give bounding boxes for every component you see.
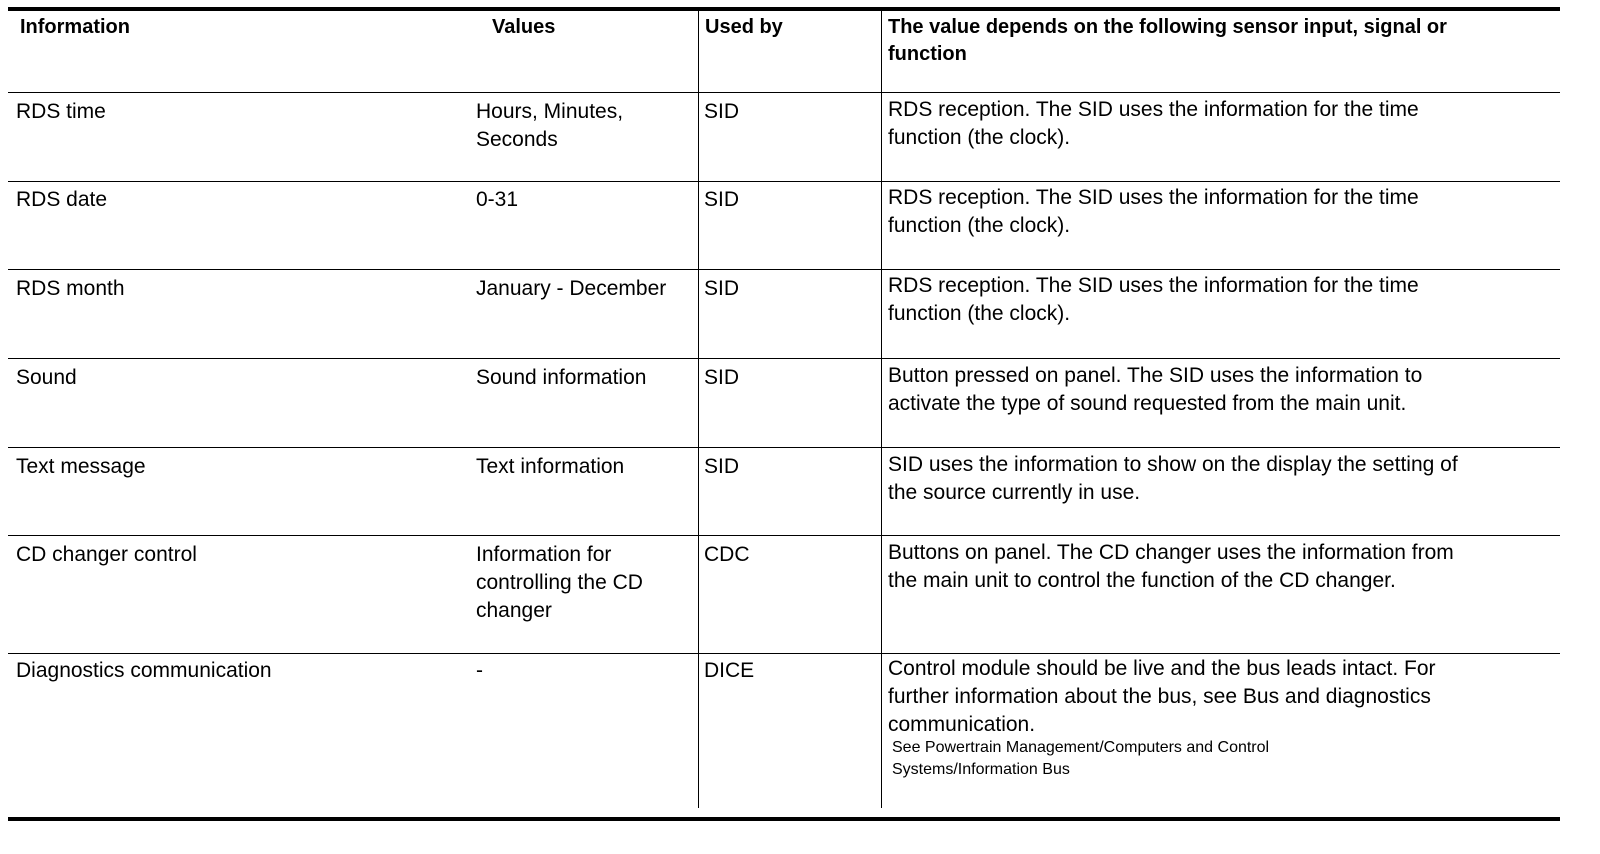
- table-cell-note: See Powertrain Management/Computers and Control Systems/Information Bus: [892, 739, 1270, 778]
- table-cell-values: 0-31: [476, 188, 519, 211]
- row-divider: [8, 535, 1560, 536]
- table-cell-depends: Control module should be live and the bus leads intact. For further information about the bus, see Bus and diagnostics communication.: [888, 657, 1436, 736]
- column-divider: [698, 11, 699, 808]
- header-depends: The value depends on the following sensor input, signal or function: [888, 16, 1447, 65]
- table-cell-depends: RDS reception. The SID uses the information for the time function (the clock).: [888, 274, 1419, 325]
- table-top-rule: [8, 7, 1560, 11]
- row-divider: [8, 447, 1560, 448]
- row-divider: [8, 92, 1560, 93]
- header-used-by: Used by: [705, 16, 783, 38]
- table-cell-used-by: SID: [704, 366, 740, 389]
- row-divider: [8, 358, 1560, 359]
- header-information: Information: [20, 16, 130, 38]
- table-cell-used-by: SID: [704, 277, 740, 300]
- table-cell-information: Text message: [16, 455, 146, 478]
- row-divider: [8, 181, 1560, 182]
- table-cell-information: RDS month: [16, 277, 125, 300]
- table-cell-information: CD changer control: [16, 543, 197, 566]
- table-cell-used-by: SID: [704, 188, 740, 211]
- table-cell-information: RDS date: [16, 188, 108, 211]
- table-cell-values: Sound information: [476, 366, 647, 389]
- table-cell-depends: RDS reception. The SID uses the information for the time function (the clock).: [888, 98, 1419, 149]
- table-cell-depends: RDS reception. The SID uses the information for the time function (the clock).: [888, 186, 1419, 237]
- table-cell-values: January - December: [476, 277, 667, 300]
- column-divider: [881, 11, 882, 808]
- table-cell-information: Diagnostics communication: [16, 659, 272, 682]
- table-cell-values: Hours, Minutes, Seconds: [476, 100, 624, 151]
- table-cell-depends: Button pressed on panel. The SID uses the information to activate the type of sound requested from the main unit.: [888, 364, 1423, 415]
- table-cell-information: Sound: [16, 366, 77, 389]
- table-bottom-rule: [8, 817, 1560, 821]
- table-cell-values: Text information: [476, 455, 625, 478]
- table-cell-used-by: SID: [704, 455, 740, 478]
- table-cell-values: -: [476, 659, 483, 682]
- table-cell-values: Information for controlling the CD changer: [476, 543, 643, 622]
- table-cell-used-by: SID: [704, 100, 740, 123]
- table-cell-depends: Buttons on panel. The CD changer uses the information from the main unit to control the function of the CD changer.: [888, 541, 1454, 592]
- table-cell-used-by: DICE: [704, 659, 755, 682]
- table-cell-used-by: CDC: [704, 543, 750, 566]
- table-cell-depends: SID uses the information to show on the display the setting of the source currently in use.: [888, 453, 1458, 504]
- table-cell-information: RDS time: [16, 100, 106, 123]
- row-divider: [8, 653, 1560, 654]
- header-values: Values: [492, 16, 556, 38]
- row-divider: [8, 269, 1560, 270]
